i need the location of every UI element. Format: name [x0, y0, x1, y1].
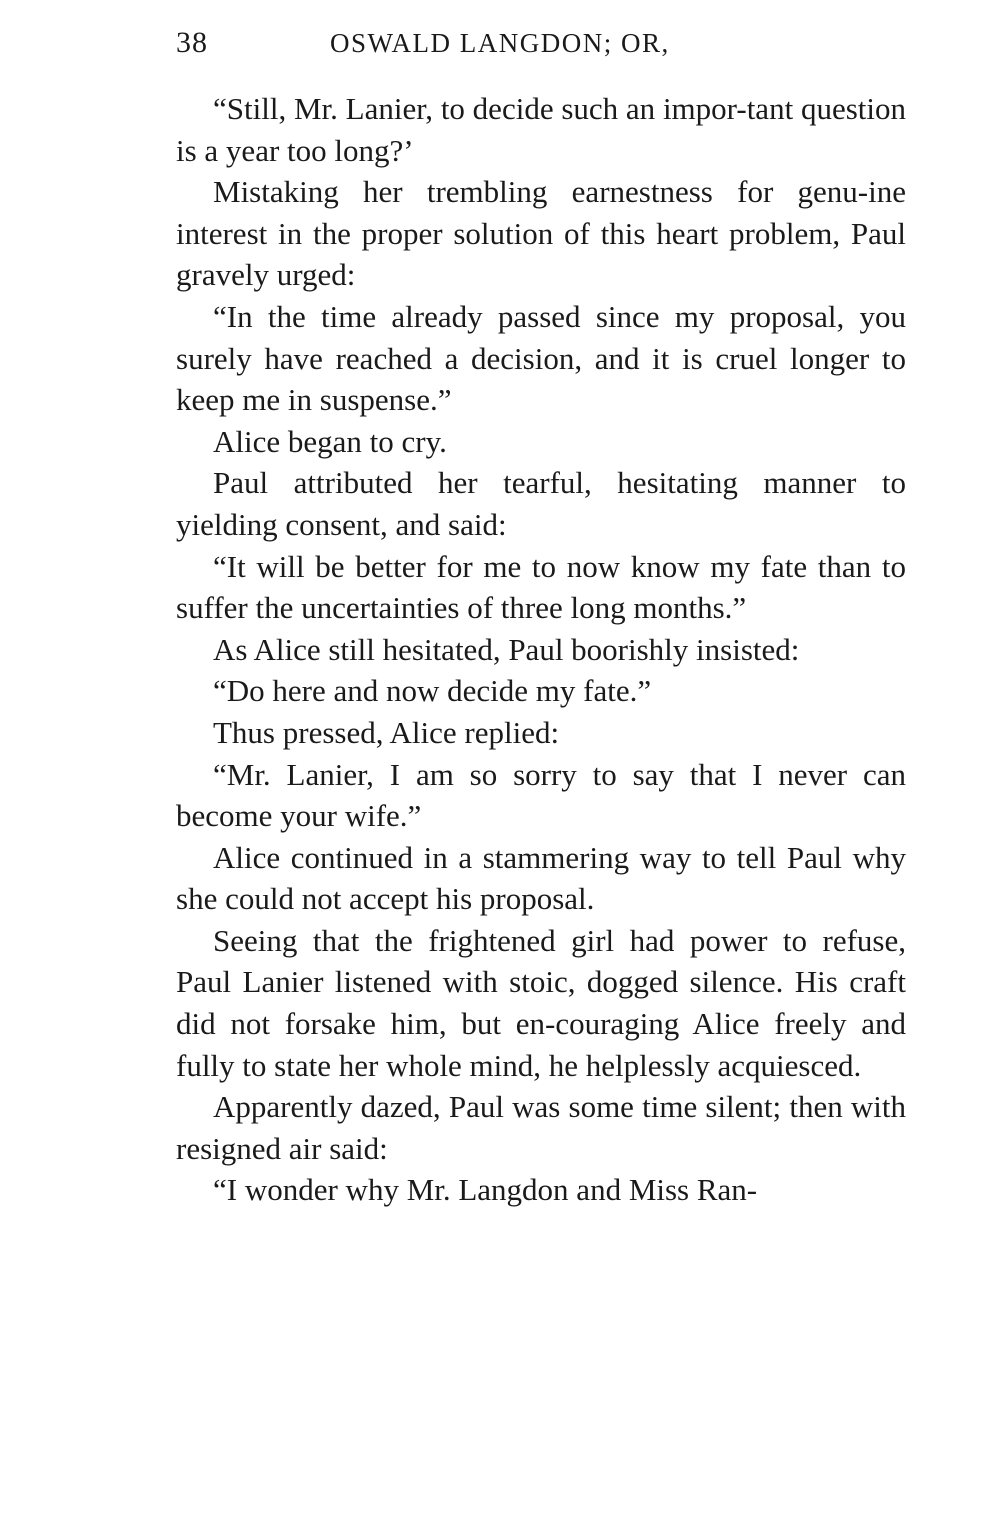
paragraph: Paul attributed her tearful, hesitating manner to yielding consent, and said:: [176, 465, 906, 542]
paragraph: “Still, Mr. Lanier, to decide such an impor-tant question is a year too long?’: [176, 91, 906, 168]
paragraph: Alice began to cry.: [213, 423, 447, 459]
paragraph: Thus pressed, Alice replied:: [213, 714, 560, 750]
paragraph: “In the time already passed since my proposal, you surely have reached a decision, and it is cruel longer to keep me in suspense.”: [176, 298, 906, 418]
running-title: OSWALD LANGDON; OR,: [330, 28, 670, 58]
paragraph: As Alice still hesitated, Paul boorishly insisted:: [213, 631, 800, 667]
paragraph: Seeing that the frightened girl had power to refuse, Paul Lanier listened with stoic, dogged silence. His craft did not forsake him, but en-couraging Alice freely and fully to state her whole mind, he helplessly acquiesced.: [176, 922, 906, 1083]
paragraph: Alice continued in a stammering way to tell Paul why she could not accept his proposal.: [176, 839, 906, 917]
paragraph: Apparently dazed, Paul was some time silent; then with resigned air said:: [176, 1089, 906, 1166]
paragraph: Mistaking her trembling earnestness for genu-ine interest in the proper solution of this heart problem, Paul gravely urged:: [176, 174, 906, 293]
body-text: [176, 88, 906, 1211]
paragraph: “It will be better for me to now know my fate than to suffer the uncertainties of three long months.”: [176, 548, 906, 626]
paragraph: “Mr. Lanier, I am so sorry to say that I never can become your wife.”: [176, 756, 906, 834]
page-number: 38: [176, 26, 208, 59]
running-head: [176, 26, 906, 66]
paragraph: “I wonder why Mr. Langdon and Miss Ran-: [213, 1172, 758, 1208]
paragraph: “Do here and now decide my fate.”: [213, 673, 652, 709]
